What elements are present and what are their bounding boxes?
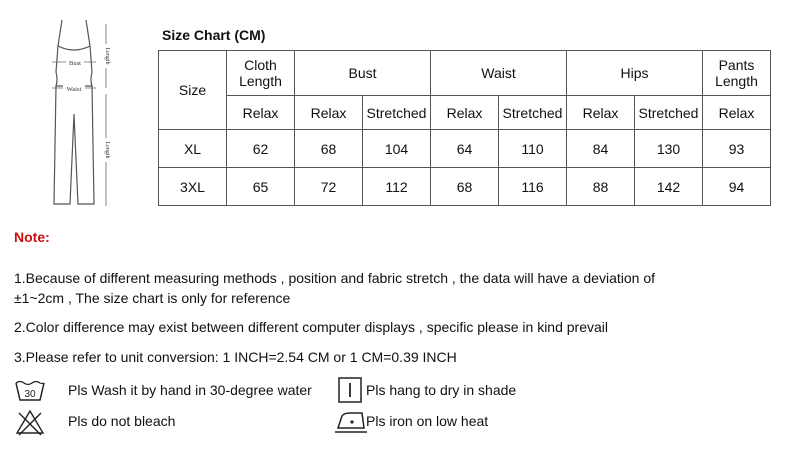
header-pants-length: Pants Length	[703, 51, 771, 96]
table-cell: XL	[159, 130, 227, 168]
note-line-2: 2.Color difference may exist between different computer displays , specific please in kind prevail	[14, 319, 609, 335]
table-cell: 65	[227, 168, 295, 206]
table-cell: 68	[295, 130, 363, 168]
table-cell: 3XL	[159, 168, 227, 206]
subheader-cell: Relax	[295, 96, 363, 130]
table-cell: 94	[703, 168, 771, 206]
table-cell: 116	[499, 168, 567, 206]
table-cell: 142	[635, 168, 703, 206]
subheader-cell: Stretched	[499, 96, 567, 130]
low-heat-iron-icon	[334, 408, 368, 434]
table-cell: 112	[363, 168, 431, 206]
figure-length-label-bottom: Length	[104, 141, 110, 159]
table-cell: 110	[499, 130, 567, 168]
iron-text: Pls iron on low heat	[366, 413, 489, 429]
header-bust: Bust	[295, 51, 431, 96]
hang-text: Pls hang to dry in shade	[366, 382, 517, 398]
table-cell: 72	[295, 168, 363, 206]
header-size: Size	[159, 51, 227, 130]
table-cell: 64	[431, 130, 499, 168]
subheader-cell: Stretched	[635, 96, 703, 130]
table-row	[159, 168, 771, 206]
figure-bust-label: Bust	[69, 60, 81, 67]
header-hips: Hips	[567, 51, 703, 96]
figure-waist-label: Waist	[66, 86, 82, 93]
hand-wash-icon	[14, 378, 46, 404]
table-row	[159, 130, 771, 168]
table-cell: 130	[635, 130, 703, 168]
subheader-cell: Relax	[703, 96, 771, 130]
note-line-1: 1.Because of different measuring methods , position and fabric stretch , the data will have a deviation of	[14, 270, 656, 286]
size-chart-table	[158, 50, 771, 206]
bleach-text: Pls do not bleach	[68, 413, 176, 429]
hang-dry-icon	[338, 377, 362, 403]
note-line-3: 3.Please refer to unit conversion: 1 INCH=2.54 CM or 1 CM=0.39 INCH	[14, 349, 457, 365]
subheader-cell: Stretched	[363, 96, 431, 130]
table-cell: 88	[567, 168, 635, 206]
no-bleach-icon	[14, 408, 46, 436]
size-chart-title: Size Chart (CM)	[162, 27, 266, 43]
figure-length-label-top: Length	[104, 47, 110, 65]
subheader-cell: Relax	[431, 96, 499, 130]
table-cell: 62	[227, 130, 295, 168]
table-cell: 104	[363, 130, 431, 168]
note-line-1b: ±1~2cm , The size chart is only for reference	[14, 290, 291, 306]
header-waist: Waist	[431, 51, 567, 96]
subheader-cell: Relax	[227, 96, 295, 130]
table-cell: 68	[431, 168, 499, 206]
jumpsuit-figure	[28, 14, 128, 214]
table-cell: 84	[567, 130, 635, 168]
wash-text: Pls Wash it by hand in 30-degree water	[68, 382, 312, 398]
note-heading: Note:	[14, 229, 50, 245]
subheader-cell: Relax	[567, 96, 635, 130]
header-cloth-length: Cloth Length	[227, 51, 295, 96]
wash-temp-label: 30	[24, 389, 36, 400]
table-cell: 93	[703, 130, 771, 168]
